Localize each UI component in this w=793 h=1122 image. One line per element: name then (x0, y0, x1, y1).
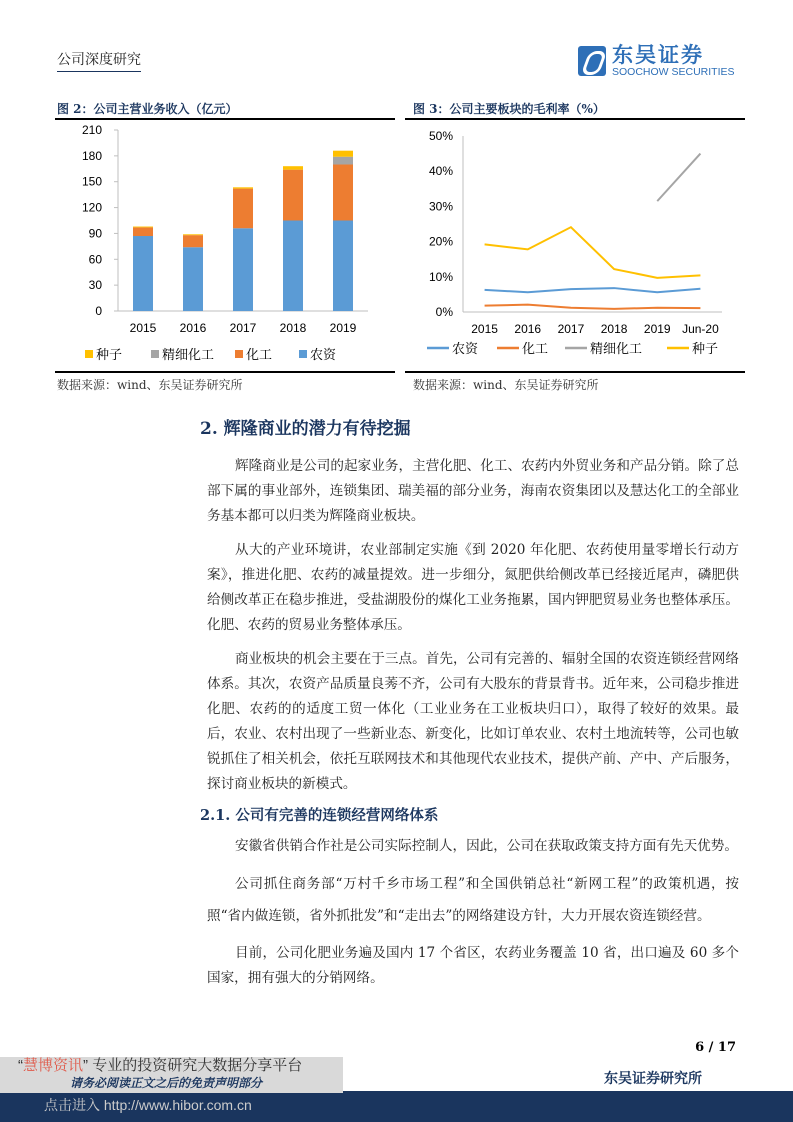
y-tick-label: 210 (81, 123, 102, 137)
bar-化工 (283, 170, 303, 221)
y-tick-label: 40% (428, 164, 453, 179)
legend-swatch (85, 350, 93, 358)
divider (405, 371, 745, 373)
logo-cn: 东吴证券 (612, 43, 704, 67)
bar-种子 (283, 166, 303, 169)
legend-swatch (299, 350, 307, 358)
x-tick-label: 2015 (471, 322, 498, 336)
y-tick-label: 180 (81, 148, 102, 163)
x-tick-label: Jun-20 (682, 322, 719, 336)
bar-农资 (183, 247, 203, 311)
legend-label: 种子 (96, 347, 123, 362)
bar-化工 (333, 164, 353, 220)
divider (55, 371, 395, 373)
bar-精细化工 (333, 157, 353, 165)
y-tick-label: 50% (428, 129, 453, 143)
paragraph: 安徽省供销合作社是公司实际控制人，因此，公司在获取政策支持方面有先天优势。 (235, 838, 738, 854)
legend-label: 精细化工 (162, 347, 215, 362)
bar-种子 (133, 227, 153, 228)
legend-label: 化工 (246, 347, 273, 362)
subsection-heading: 2.1. 公司有完善的连锁经营网络体系 (200, 807, 439, 824)
watermark-brand: 慧博资讯 (23, 1057, 84, 1074)
legend-swatch (151, 350, 159, 358)
x-tick-label: 2019 (643, 322, 671, 336)
watermark-tagline: “慧博资讯” 专业的投资研究大数据分享平台 (18, 1057, 303, 1074)
legend-swatch (235, 350, 243, 358)
line-种子 (485, 227, 701, 278)
x-tick-label: 2018 (279, 321, 307, 335)
line-化工 (485, 305, 701, 309)
bar-化工 (233, 189, 253, 229)
line-农资 (485, 288, 701, 292)
y-tick-label: 30% (428, 199, 453, 214)
y-tick-label: 0% (435, 305, 453, 319)
body-text (200, 418, 740, 1033)
paragraph: 公司抓住商务部“万村千乡市场工程”和全国供销总社“新网工程”的政策机遇，按照“省内做连锁，省外抓批发”和“走出去”的网络建设方针，大力开展农资连锁经营。 (207, 876, 739, 924)
y-tick-label: 30 (88, 278, 102, 293)
report-type-header: 公司深度研究 (57, 49, 141, 72)
x-tick-label: 2018 (600, 322, 628, 336)
bar-种子 (333, 151, 353, 157)
y-tick-label: 10% (428, 269, 453, 284)
paragraph: 从大的产业环境讲，农业部制定实施《到 2020 年化肥、农药使用量零增长行动方案》，推进化肥、农药的减量提效。进一步细分，氮肥供给侧改革已经接近尾声，磷肥供给侧改革正在稳步推进，受盐湖股份的煤化工业务拖累，国内钾肥贸易业务也整体承压。化肥、农药的贸易业务整体承压。 (207, 542, 739, 633)
logo-mark-icon (578, 46, 606, 76)
y-tick-label: 60 (88, 252, 102, 267)
revenue-bar-chart (55, 120, 395, 372)
x-tick-label: 2019 (329, 321, 357, 335)
fig3-source: 数据来源：wind、东吴证券研究所 (413, 378, 599, 392)
y-tick-label: 0 (95, 304, 102, 318)
legend-label: 农资 (310, 347, 337, 362)
y-tick-label: 90 (88, 226, 102, 241)
x-tick-label: 2016 (514, 322, 542, 336)
watermark-text: 专业的投资研究大数据分享平台 (92, 1057, 303, 1074)
margin-line-chart (405, 120, 745, 372)
y-tick-label: 150 (81, 174, 102, 189)
paragraph: 目前，公司化肥业务遍及国内 17 个省区，农药业务覆盖 10 省，出口遍及 60 多个国家，拥有强大的分销网络。 (207, 945, 739, 986)
bar-化工 (133, 227, 153, 236)
bar-农资 (133, 236, 153, 311)
bar-种子 (233, 187, 253, 188)
bar-种子 (183, 234, 203, 235)
legend-label: 种子 (692, 341, 719, 356)
logo-en: SOOCHOW SECURITIES (612, 66, 735, 78)
line-精细化工 (657, 154, 700, 202)
fig2-source: 数据来源：wind、东吴证券研究所 (57, 378, 243, 392)
x-tick-label: 2017 (229, 321, 257, 335)
bar-农资 (233, 228, 253, 311)
fig3-title: 图 3：公司主要板块的毛利率（%） (413, 102, 605, 116)
x-tick-label: 2015 (129, 321, 157, 335)
page-number: 6 / 17 (695, 1040, 736, 1055)
y-tick-label: 20% (428, 234, 453, 249)
x-tick-label: 2016 (179, 321, 207, 335)
watermark-link[interactable]: 点击进入 http://www.hibor.com.cn (44, 1097, 252, 1113)
legend-label: 农资 (452, 341, 479, 356)
bar-农资 (333, 221, 353, 312)
paragraph: 辉隆商业是公司的起家业务，主营化肥、化工、农药内外贸业务和产品分销。除了总部下属的事业部外，连锁集团、瑞美福的部分业务，海南农资集团以及慧达化工的全部业务基本都可以归类为辉隆商业板块。 (207, 458, 739, 524)
legend-label: 精细化工 (590, 341, 643, 356)
legend-label: 化工 (522, 341, 549, 356)
soochow-logo (578, 44, 735, 78)
footer-institute: 东吴证券研究所 (604, 1071, 702, 1087)
fig2-title: 图 2：公司主营业务收入（亿元） (57, 102, 238, 116)
section-heading: 2. 辉隆商业的潜力有待挖掘 (200, 419, 411, 439)
disclaimer-notice: 请务必阅读正文之后的免责声明部分 (70, 1076, 263, 1090)
bar-农资 (283, 221, 303, 312)
bar-化工 (183, 235, 203, 247)
x-tick-label: 2017 (557, 322, 585, 336)
paragraph: 商业板块的机会主要在于三点。首先，公司有完善的、辐射全国的农资连锁经营网络体系。其次，农资产品质量良莠不齐，公司有大股东的背景背书。近年来，公司稳步推进化肥、农药的的适度工贸一体化（工业业务在工业板块归口），取得了较好的效果。最后，农业、农村出现了一些新业态、新变化，比如订单农业、农村土地流转等，公司也敏锐抓住了相关机会，依托互联网技术和其他现代农业技术，提供产前、产中、产后服务，探讨商业板块的新模式。 (207, 651, 739, 792)
y-tick-label: 120 (81, 200, 102, 215)
